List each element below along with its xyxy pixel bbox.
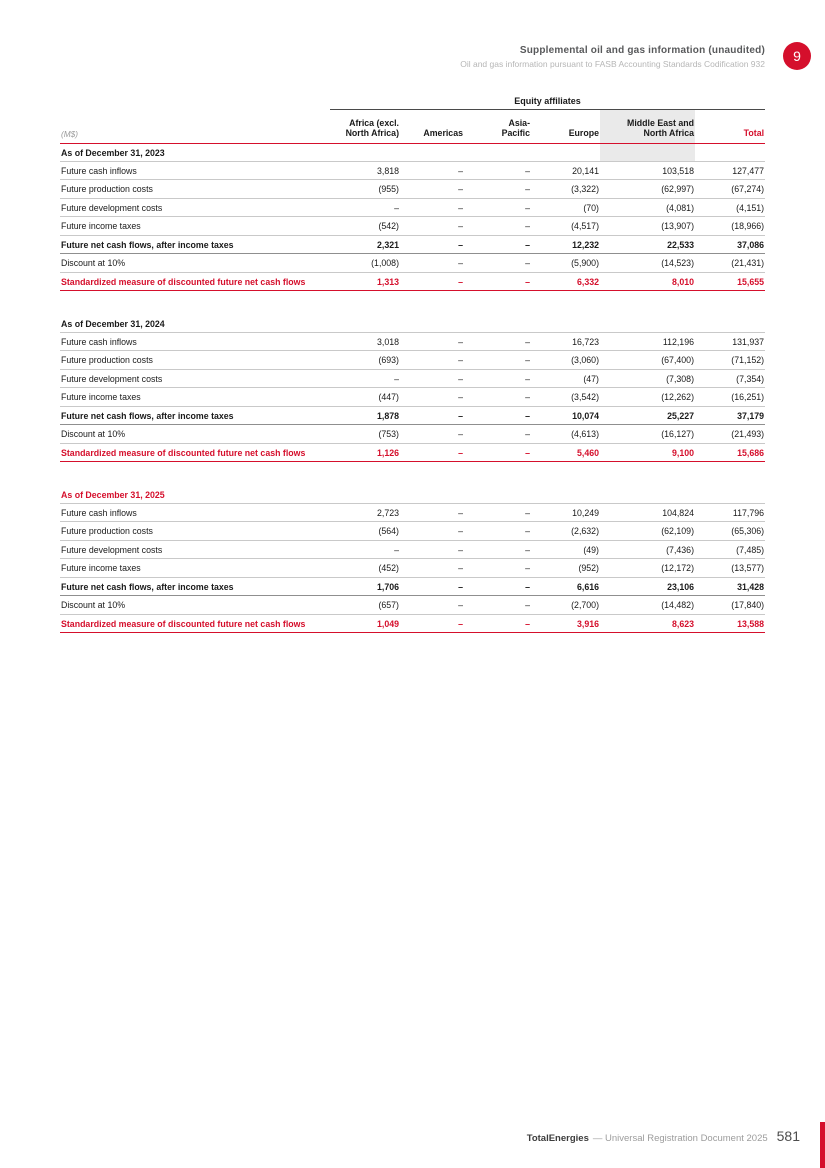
cell-value: (4,151) xyxy=(695,198,765,217)
section-header-cell xyxy=(695,143,765,161)
cell-value: (7,485) xyxy=(695,540,765,559)
page-footer xyxy=(527,1128,800,1144)
cell-value: – xyxy=(464,332,531,351)
cell-value: (16,251) xyxy=(695,388,765,407)
cell-value: (3,322) xyxy=(531,180,600,199)
cell-value: – xyxy=(400,559,464,578)
section-title: As of December 31, 2025 xyxy=(60,486,600,504)
section-header-cell xyxy=(695,486,765,504)
cell-value: (2,700) xyxy=(531,596,600,615)
section-header-row xyxy=(60,143,765,161)
cell-value: (16,127) xyxy=(600,425,695,444)
cell-value: 1,706 xyxy=(330,577,400,596)
cell-value: – xyxy=(400,235,464,254)
cell-value: (5,900) xyxy=(531,254,600,273)
table-row xyxy=(60,406,765,425)
cell-value: – xyxy=(464,388,531,407)
row-label: Standardized measure of discounted future net cash flows xyxy=(60,272,330,291)
cell-value: 37,179 xyxy=(695,406,765,425)
cell-value: – xyxy=(400,254,464,273)
cell-value: 9,100 xyxy=(600,443,695,462)
section-title: As of December 31, 2023 xyxy=(60,143,600,161)
cell-value: (693) xyxy=(330,351,400,370)
cell-value: (447) xyxy=(330,388,400,407)
cell-value: – xyxy=(400,272,464,291)
footer-brand: TotalEnergies xyxy=(526,1133,589,1144)
cell-value: (62,109) xyxy=(600,522,695,541)
table-row xyxy=(60,443,765,462)
cell-value: (71,152) xyxy=(695,351,765,370)
cell-value: (62,997) xyxy=(600,180,695,199)
cell-value: – xyxy=(400,540,464,559)
running-header-text xyxy=(460,42,765,69)
cell-value: 3,018 xyxy=(330,332,400,351)
cell-value: – xyxy=(464,406,531,425)
cell-value: – xyxy=(400,425,464,444)
cell-value: 127,477 xyxy=(695,161,765,180)
cell-value: 16,723 xyxy=(531,332,600,351)
cell-value: (753) xyxy=(330,425,400,444)
row-label: Discount at 10% xyxy=(60,254,330,273)
cell-value: 6,616 xyxy=(531,577,600,596)
table-row xyxy=(60,614,765,633)
table-row xyxy=(60,596,765,615)
cell-value: (7,354) xyxy=(695,369,765,388)
cell-value: – xyxy=(464,425,531,444)
column-header-europe: Europe xyxy=(568,128,599,139)
cell-value: (18,966) xyxy=(695,217,765,236)
cell-value: 37,086 xyxy=(695,235,765,254)
cell-value: 31,428 xyxy=(695,577,765,596)
financial-table xyxy=(60,94,765,633)
cell-value: (564) xyxy=(330,522,400,541)
cell-value: (3,542) xyxy=(531,388,600,407)
cell-value: (3,060) xyxy=(531,351,600,370)
section-header-cell xyxy=(600,143,695,161)
table-row xyxy=(60,559,765,578)
table-row xyxy=(60,351,765,370)
cell-value: (12,172) xyxy=(600,559,695,578)
cell-value: (47) xyxy=(531,369,600,388)
section-header-row xyxy=(60,486,765,504)
row-label: Future net cash flows, after income taxes xyxy=(60,235,330,254)
footer-page-number: 581 xyxy=(776,1128,800,1144)
page-title: Supplemental oil and gas information (unaudited) xyxy=(519,45,765,56)
cell-value: (4,517) xyxy=(531,217,600,236)
footer-document-title: — Universal Registration Document 2025 xyxy=(592,1133,768,1144)
cell-value: 117,796 xyxy=(695,503,765,522)
cell-value: (452) xyxy=(330,559,400,578)
cell-value: (65,306) xyxy=(695,522,765,541)
cell-value: – xyxy=(464,559,531,578)
cell-value: 3,916 xyxy=(531,614,600,633)
cell-value: 103,518 xyxy=(600,161,695,180)
cell-value: – xyxy=(400,198,464,217)
cell-value: – xyxy=(400,443,464,462)
row-label: Future development costs xyxy=(60,198,330,217)
cell-value: – xyxy=(400,351,464,370)
cell-value: – xyxy=(330,198,400,217)
cell-value: – xyxy=(400,369,464,388)
row-label: Future development costs xyxy=(60,369,330,388)
group-header-row xyxy=(60,94,765,110)
cell-value: 1,313 xyxy=(330,272,400,291)
cell-value: (657) xyxy=(330,596,400,615)
cell-value: 3,818 xyxy=(330,161,400,180)
running-header xyxy=(460,42,811,70)
section-header-cell xyxy=(600,486,695,504)
row-label: Future net cash flows, after income taxes xyxy=(60,406,330,425)
cell-value: (542) xyxy=(330,217,400,236)
row-label: Future production costs xyxy=(60,180,330,199)
cell-value: (67,400) xyxy=(600,351,695,370)
table-row xyxy=(60,522,765,541)
cell-value: 25,227 xyxy=(600,406,695,425)
cell-value: – xyxy=(464,522,531,541)
cell-value: (67,274) xyxy=(695,180,765,199)
cell-value: 10,074 xyxy=(531,406,600,425)
column-header-asia-pacific xyxy=(464,110,531,144)
cell-value: – xyxy=(464,351,531,370)
cell-value: – xyxy=(400,503,464,522)
cell-value: 1,126 xyxy=(330,443,400,462)
column-header-asia-pacific-label: Asia-Pacific xyxy=(501,118,530,139)
cell-value: 8,623 xyxy=(600,614,695,633)
chapter-number-badge: 9 xyxy=(783,42,811,70)
cell-value: (7,308) xyxy=(600,369,695,388)
section-title: As of December 31, 2024 xyxy=(60,315,600,333)
cell-value: – xyxy=(400,614,464,633)
table-row xyxy=(60,198,765,217)
cell-value: – xyxy=(464,180,531,199)
cell-value: – xyxy=(400,217,464,236)
table-row xyxy=(60,332,765,351)
section-spacer xyxy=(60,462,765,486)
cell-value: – xyxy=(464,577,531,596)
row-label: Discount at 10% xyxy=(60,596,330,615)
cell-value: (2,632) xyxy=(531,522,600,541)
row-label: Discount at 10% xyxy=(60,425,330,444)
cell-value: – xyxy=(400,180,464,199)
cell-value: 112,196 xyxy=(600,332,695,351)
row-label: Standardized measure of discounted future net cash flows xyxy=(60,614,330,633)
cell-value: – xyxy=(400,596,464,615)
cell-value: – xyxy=(400,577,464,596)
cell-value: 23,106 xyxy=(600,577,695,596)
table-row xyxy=(60,272,765,291)
cell-value: 22,533 xyxy=(600,235,695,254)
cell-value: 6,332 xyxy=(531,272,600,291)
table-row xyxy=(60,235,765,254)
cell-value: – xyxy=(464,161,531,180)
table-row xyxy=(60,161,765,180)
cell-value: 2,723 xyxy=(330,503,400,522)
cell-value: (21,493) xyxy=(695,425,765,444)
row-label: Future cash inflows xyxy=(60,332,330,351)
cell-value: – xyxy=(400,522,464,541)
cell-value: (17,840) xyxy=(695,596,765,615)
cell-value: – xyxy=(464,443,531,462)
table-row xyxy=(60,425,765,444)
cell-value: (12,262) xyxy=(600,388,695,407)
cell-value: (13,907) xyxy=(600,217,695,236)
cell-value: (14,523) xyxy=(600,254,695,273)
page-subtitle: Oil and gas information pursuant to FASB Accounting Standards Codification 932 xyxy=(460,59,765,69)
row-label: Future cash inflows xyxy=(60,503,330,522)
table-row xyxy=(60,254,765,273)
group-header: Equity affiliates xyxy=(330,94,765,110)
table-row xyxy=(60,388,765,407)
cell-value: 20,141 xyxy=(531,161,600,180)
column-header-middle-east: Middle East and North Africa xyxy=(600,110,695,144)
cell-value: 8,010 xyxy=(600,272,695,291)
group-header-spacer xyxy=(60,94,330,110)
table-row xyxy=(60,577,765,596)
cell-value: (14,482) xyxy=(600,596,695,615)
cell-value: – xyxy=(464,369,531,388)
cell-value: 104,824 xyxy=(600,503,695,522)
table-area xyxy=(60,94,765,633)
cell-value: – xyxy=(464,198,531,217)
cell-value: – xyxy=(400,332,464,351)
cell-value: (7,436) xyxy=(600,540,695,559)
cell-value: – xyxy=(464,254,531,273)
cell-value: – xyxy=(464,596,531,615)
cell-value: (4,613) xyxy=(531,425,600,444)
cell-value: 12,232 xyxy=(531,235,600,254)
cell-value: (70) xyxy=(531,198,600,217)
cell-value: 2,321 xyxy=(330,235,400,254)
table-row xyxy=(60,503,765,522)
cell-value: 10,249 xyxy=(531,503,600,522)
cell-value: – xyxy=(464,272,531,291)
cell-value: (1,008) xyxy=(330,254,400,273)
cell-value: – xyxy=(400,161,464,180)
row-label: Future income taxes xyxy=(60,388,330,407)
cell-value: 1,878 xyxy=(330,406,400,425)
cell-value: (952) xyxy=(531,559,600,578)
row-label: Future income taxes xyxy=(60,559,330,578)
table-row xyxy=(60,180,765,199)
table-row xyxy=(60,540,765,559)
cell-value: 5,460 xyxy=(531,443,600,462)
table-row xyxy=(60,369,765,388)
cell-value: (21,431) xyxy=(695,254,765,273)
row-label: Future cash inflows xyxy=(60,161,330,180)
section-header-cell xyxy=(600,315,695,333)
cell-value: – xyxy=(400,406,464,425)
row-label: Standardized measure of discounted future net cash flows xyxy=(60,443,330,462)
cell-value: – xyxy=(464,235,531,254)
section-header-row xyxy=(60,315,765,333)
cell-value: – xyxy=(464,540,531,559)
row-label: Future production costs xyxy=(60,351,330,370)
cell-value: – xyxy=(330,540,400,559)
cell-value: – xyxy=(400,388,464,407)
cell-value: (13,577) xyxy=(695,559,765,578)
cell-value: – xyxy=(464,503,531,522)
table-row xyxy=(60,217,765,236)
cell-value: – xyxy=(464,614,531,633)
column-header-row xyxy=(60,110,765,144)
row-label: Future development costs xyxy=(60,540,330,559)
cell-value: (4,081) xyxy=(600,198,695,217)
column-header-total: Total xyxy=(743,128,765,139)
section-spacer xyxy=(60,291,765,315)
row-label: Future net cash flows, after income taxes xyxy=(60,577,330,596)
unit-label: (M$) xyxy=(61,128,79,139)
row-label: Future production costs xyxy=(60,522,330,541)
section-header-cell xyxy=(695,315,765,333)
cell-value: – xyxy=(330,369,400,388)
cell-value: – xyxy=(464,217,531,236)
row-label: Future income taxes xyxy=(60,217,330,236)
cell-value: 15,655 xyxy=(695,272,765,291)
footer-red-bar xyxy=(820,1122,825,1168)
cell-value: 131,937 xyxy=(695,332,765,351)
cell-value: 1,049 xyxy=(330,614,400,633)
column-header-africa: Africa (excl. North Africa) xyxy=(345,118,399,139)
column-header-americas: Americas xyxy=(423,128,463,139)
cell-value: 13,588 xyxy=(695,614,765,633)
cell-value: 15,686 xyxy=(695,443,765,462)
cell-value: (49) xyxy=(531,540,600,559)
cell-value: (955) xyxy=(330,180,400,199)
